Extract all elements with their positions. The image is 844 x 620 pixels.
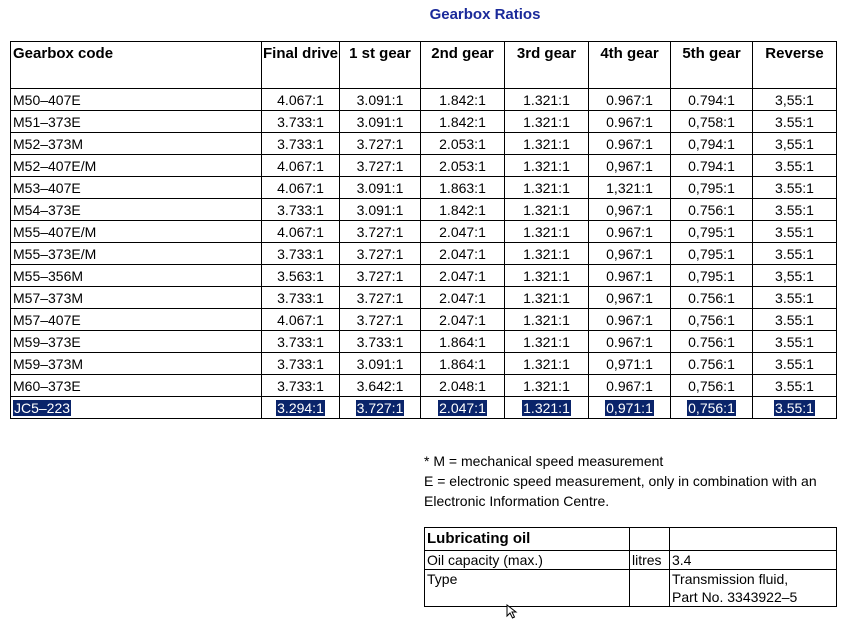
note-electronic: E = electronic speed measurement, only in combination with an Electronic Information Centre. [424, 473, 817, 509]
ratio-cell [262, 265, 340, 287]
oil-type-value [670, 570, 837, 607]
cell-text: 2.047:1 [439, 245, 486, 262]
gearbox-ratios-table [10, 41, 837, 419]
ratio-cell [262, 353, 340, 375]
cell-text: 1.321:1 [523, 355, 570, 372]
ratio-cell [753, 353, 837, 375]
cell-text: 1.842:1 [439, 91, 486, 108]
cell-text: M54–373E [13, 201, 81, 218]
ratio-cell [589, 177, 671, 199]
ratio-cell [340, 331, 421, 353]
cell-text: 0,967:1 [606, 201, 653, 218]
lubricating-oil-table [424, 527, 837, 607]
cell-text: 1.864:1 [439, 355, 486, 372]
table-row[interactable] [11, 155, 837, 177]
oil-heading-empty-cell [670, 528, 837, 551]
oil-heading-empty-cell [630, 528, 670, 551]
ratio-cell [505, 331, 589, 353]
ratio-cell [340, 133, 421, 155]
ratio-cell [589, 353, 671, 375]
header-3rd-gear: 3rd gear [505, 42, 589, 89]
cell-text: 0.756:1 [688, 201, 735, 218]
ratio-cell [262, 243, 340, 265]
ratio-cell [262, 375, 340, 397]
ratio-cell [262, 221, 340, 243]
ratio-cell [671, 177, 753, 199]
gearbox-code-cell [11, 331, 262, 353]
cell-text: 3.55:1 [775, 289, 814, 306]
gearbox-code-cell [11, 221, 262, 243]
cell-text: 3,55:1 [775, 267, 814, 284]
gearbox-code-cell [11, 89, 262, 111]
ratio-cell [671, 265, 753, 287]
cell-text: 0,967:1 [606, 157, 653, 174]
note-mechanical: * M = mechanical speed measurement [424, 453, 664, 469]
cell-text: 4.067:1 [277, 91, 324, 108]
cell-text: 0,794:1 [688, 135, 735, 152]
cell-text: M57–407E [13, 311, 81, 328]
ratio-cell [340, 287, 421, 309]
ratio-cell [262, 155, 340, 177]
cell-text: 0.794:1 [688, 157, 735, 174]
cell-text: 3,55:1 [775, 91, 814, 108]
ratio-cell [340, 375, 421, 397]
ratio-cell [753, 287, 837, 309]
ratio-cell [589, 331, 671, 353]
cell-text: 0.967:1 [606, 113, 653, 130]
cell-text: 1.321:1 [523, 333, 570, 350]
ratio-cell [340, 353, 421, 375]
ratio-cell [753, 155, 837, 177]
cell-text: 0,795:1 [688, 267, 735, 284]
notes [424, 451, 834, 511]
cell-text: 3.294:1 [277, 399, 324, 416]
cell-text: 1.842:1 [439, 201, 486, 218]
cell-text: 3.55:1 [775, 399, 814, 416]
cell-text: 3.55:1 [775, 245, 814, 262]
cell-text: 2.047:1 [439, 223, 486, 240]
cell-text: M52–373M [13, 135, 84, 152]
ratio-cell [505, 199, 589, 221]
cell-text: 2.047:1 [439, 311, 486, 328]
ratio-cell [671, 397, 753, 419]
cell-text: 0.967:1 [606, 223, 653, 240]
ratio-cell [421, 221, 505, 243]
ratio-cell [671, 287, 753, 309]
cell-text: 3.733:1 [277, 113, 324, 130]
header-1st-gear: 1 st gear [340, 42, 421, 89]
cell-text: 3.727:1 [356, 135, 404, 152]
ratio-cell [671, 89, 753, 111]
table-row[interactable] [11, 265, 837, 287]
ratio-cell [589, 243, 671, 265]
ratio-cell [753, 265, 837, 287]
cell-text: M50–407E [13, 91, 81, 108]
ratio-cell [340, 265, 421, 287]
cell-text: 1.321:1 [523, 223, 570, 240]
cell-text: 0,967:1 [606, 289, 653, 306]
ratio-cell [505, 243, 589, 265]
cell-text: 1.842:1 [439, 113, 486, 130]
cell-text: 4.067:1 [277, 311, 324, 328]
ratio-cell [671, 111, 753, 133]
gearbox-code-cell [11, 397, 262, 419]
cell-text: 1.321:1 [523, 245, 570, 262]
ratio-cell [262, 331, 340, 353]
table-row[interactable] [11, 177, 837, 199]
table-row[interactable] [11, 397, 837, 419]
ratio-cell [505, 309, 589, 331]
ratio-cell [589, 397, 671, 419]
ratio-cell [589, 309, 671, 331]
ratio-cell [262, 397, 340, 419]
ratio-cell [505, 177, 589, 199]
cell-text: M51–373E [13, 113, 81, 130]
cell-text: 0,971:1 [606, 355, 653, 372]
gearbox-code-cell [11, 353, 262, 375]
ratio-cell [753, 133, 837, 155]
cell-text: 3.727:1 [356, 399, 404, 416]
cell-text: 0,758:1 [688, 113, 735, 130]
oil-type-label: Type [425, 570, 630, 607]
ratio-cell [753, 177, 837, 199]
table-row[interactable] [11, 243, 837, 265]
header-2nd-gear: 2nd gear [421, 42, 505, 89]
ratio-cell [262, 89, 340, 111]
cell-text: M55–356M [13, 267, 84, 284]
cell-text: 3.727:1 [356, 311, 404, 328]
cell-text: 1.321:1 [523, 311, 570, 328]
cell-text: 4.067:1 [277, 223, 324, 240]
ratio-cell [340, 397, 421, 419]
ratio-cell [589, 287, 671, 309]
ratio-cell [421, 243, 505, 265]
table-row[interactable] [11, 287, 837, 309]
cell-text: 1.321:1 [523, 201, 570, 218]
gearbox-code-cell [11, 199, 262, 221]
cell-text: 3.727:1 [356, 157, 404, 174]
ratio-cell [589, 155, 671, 177]
ratio-cell [671, 221, 753, 243]
table-row[interactable] [11, 331, 837, 353]
cell-text: M57–373M [13, 289, 84, 306]
cell-text: 2.048:1 [439, 377, 486, 394]
cell-text: 0.967:1 [606, 377, 653, 394]
ratio-cell [340, 243, 421, 265]
ratio-cell [505, 221, 589, 243]
cell-text: 3.733:1 [277, 135, 324, 152]
ratio-cell [671, 133, 753, 155]
table-body [11, 89, 837, 419]
cell-text: 0,756:1 [688, 399, 735, 416]
ratio-cell [589, 199, 671, 221]
ratio-cell [340, 89, 421, 111]
ratio-cell [753, 221, 837, 243]
ratio-cell [505, 353, 589, 375]
ratio-cell [421, 89, 505, 111]
cell-text: 0,756:1 [688, 311, 735, 328]
ratio-cell [421, 199, 505, 221]
cell-text: M53–407E [13, 179, 81, 196]
oil-capacity-value: 3.4 [670, 551, 837, 570]
ratio-cell [421, 331, 505, 353]
table-row[interactable] [11, 375, 837, 397]
ratio-cell [753, 397, 837, 419]
ratio-cell [671, 331, 753, 353]
cell-text: 2.047:1 [439, 399, 486, 416]
gearbox-code-cell [11, 375, 262, 397]
cell-text: 0.967:1 [606, 311, 653, 328]
ratio-cell [671, 309, 753, 331]
cell-text: 3.733:1 [277, 355, 324, 372]
cell-text: 2.047:1 [439, 289, 486, 306]
cell-text: 1.321:1 [523, 267, 570, 284]
ratio-cell [589, 133, 671, 155]
ratio-cell [421, 111, 505, 133]
cell-text: 3.55:1 [775, 223, 814, 240]
ratio-cell [262, 111, 340, 133]
table-row[interactable] [11, 111, 837, 133]
cell-text: 0,795:1 [688, 223, 735, 240]
ratio-cell [340, 199, 421, 221]
ratio-cell [671, 199, 753, 221]
cell-text: 3.55:1 [775, 201, 814, 218]
table-row[interactable] [11, 199, 837, 221]
ratio-cell [262, 287, 340, 309]
ratio-cell [589, 221, 671, 243]
cell-text: 0.967:1 [606, 91, 653, 108]
cell-text: 0,756:1 [688, 377, 735, 394]
gearbox-code-cell [11, 133, 262, 155]
ratio-cell [262, 199, 340, 221]
ratio-cell [421, 133, 505, 155]
cell-text: 3.733:1 [277, 201, 324, 218]
cell-text: 3.55:1 [775, 311, 814, 328]
cell-text: 1.863:1 [439, 179, 486, 196]
oil-type-value-line1: Transmission fluid, [672, 571, 789, 587]
table-header-row [11, 42, 837, 89]
ratio-cell [340, 221, 421, 243]
ratio-cell [340, 309, 421, 331]
ratio-cell [421, 177, 505, 199]
cell-text: 1.321:1 [523, 289, 570, 306]
ratio-cell [753, 375, 837, 397]
cell-text: 3.091:1 [356, 179, 404, 196]
cell-text: 4.067:1 [277, 157, 324, 174]
table-row[interactable] [11, 89, 837, 111]
cell-text: 3.55:1 [775, 377, 814, 394]
ratio-cell [589, 111, 671, 133]
cell-text: 3.733:1 [277, 289, 324, 306]
ratio-cell [589, 89, 671, 111]
cell-text: 3.091:1 [356, 91, 404, 108]
cell-text: 3.55:1 [775, 113, 814, 130]
oil-capacity-label: Oil capacity (max.) [425, 551, 630, 570]
gearbox-code-cell [11, 177, 262, 199]
ratio-cell [505, 133, 589, 155]
ratio-cell [753, 331, 837, 353]
header-5th-gear: 5th gear [671, 42, 753, 89]
cell-text: 3.733:1 [356, 333, 404, 350]
ratio-cell [589, 375, 671, 397]
ratio-cell [505, 111, 589, 133]
ratio-cell [753, 243, 837, 265]
ratio-cell [421, 397, 505, 419]
ratio-cell [505, 89, 589, 111]
header-4th-gear: 4th gear [589, 42, 671, 89]
cell-text: 2.053:1 [439, 157, 486, 174]
table-row[interactable] [11, 133, 837, 155]
ratio-cell [505, 265, 589, 287]
gearbox-code-cell [11, 309, 262, 331]
ratio-cell [671, 155, 753, 177]
ratio-cell [505, 287, 589, 309]
oil-heading-row [425, 528, 837, 551]
cell-text: 3.563:1 [277, 267, 324, 284]
ratio-cell [505, 155, 589, 177]
gearbox-code-cell [11, 287, 262, 309]
table-row[interactable] [11, 353, 837, 375]
cell-text: 3.727:1 [356, 223, 404, 240]
cell-text: M60–373E [13, 377, 81, 394]
cell-text: 1.321:1 [523, 399, 570, 416]
cell-text: JC5–223 [14, 399, 71, 416]
cell-text: 3.55:1 [775, 355, 814, 372]
cell-text: 0.756:1 [688, 333, 735, 350]
cell-text: 3.733:1 [277, 333, 324, 350]
cell-text: 3.091:1 [356, 355, 404, 372]
gearbox-code-cell [11, 243, 262, 265]
ratio-cell [753, 199, 837, 221]
ratio-cell [421, 155, 505, 177]
cell-text: 0.967:1 [606, 333, 653, 350]
cell-text: 1.321:1 [523, 179, 570, 196]
cell-text: M59–373E [13, 333, 81, 350]
cell-text: 3.727:1 [356, 289, 404, 306]
ratio-cell [421, 287, 505, 309]
ratio-cell [753, 111, 837, 133]
cell-text: 3.55:1 [775, 179, 814, 196]
ratio-cell [671, 353, 753, 375]
header-final-drive: Final drive [262, 42, 340, 89]
cell-text: 4.067:1 [277, 179, 324, 196]
ratio-cell [505, 375, 589, 397]
oil-capacity-unit: litres [630, 551, 670, 570]
cell-text: 1.321:1 [523, 377, 570, 394]
oil-type-value-line2: Part No. 3343922–5 [672, 589, 798, 605]
cell-text: 3.091:1 [356, 201, 404, 218]
cell-text: 1.321:1 [523, 91, 570, 108]
ratio-cell [753, 89, 837, 111]
table-row[interactable] [11, 221, 837, 243]
cell-text: M55–407E/M [13, 223, 97, 240]
ratio-cell [671, 243, 753, 265]
oil-type-empty-cell [630, 570, 670, 607]
gearbox-code-cell [11, 155, 262, 177]
ratio-cell [589, 265, 671, 287]
cell-text: 3.091:1 [356, 113, 404, 130]
oil-heading: Lubricating oil [425, 528, 630, 551]
ratio-cell [421, 353, 505, 375]
gearbox-code-cell [11, 111, 262, 133]
ratio-cell [753, 309, 837, 331]
cell-text: 1.321:1 [523, 113, 570, 130]
page-title: Gearbox Ratios [429, 6, 541, 23]
cell-text: 0,971:1 [606, 399, 653, 416]
cell-text: 1.321:1 [523, 157, 570, 174]
ratio-cell [505, 397, 589, 419]
ratio-cell [262, 309, 340, 331]
cell-text: 3,55:1 [775, 135, 814, 152]
cell-text: 0.794:1 [688, 91, 735, 108]
ratio-cell [421, 265, 505, 287]
cell-text: 3.642:1 [356, 377, 404, 394]
cell-text: 2.053:1 [439, 135, 486, 152]
cell-text: 3.55:1 [775, 157, 814, 174]
cell-text: 3.727:1 [356, 267, 404, 284]
header-gearbox-code: Gearbox code [11, 42, 262, 89]
cell-text: M55–373E/M [13, 245, 97, 262]
ratio-cell [262, 133, 340, 155]
cell-text: M52–407E/M [13, 157, 97, 174]
cell-text: 0,795:1 [688, 245, 735, 262]
cell-text: 0.756:1 [688, 289, 735, 306]
oil-capacity-row [425, 551, 837, 570]
gearbox-code-cell [11, 265, 262, 287]
ratio-cell [340, 177, 421, 199]
ratio-cell [421, 309, 505, 331]
ratio-cell [671, 375, 753, 397]
ratio-cell [340, 111, 421, 133]
cell-text: M59–373M [13, 355, 84, 372]
table-row[interactable] [11, 309, 837, 331]
cell-text: 3.727:1 [356, 245, 404, 262]
cell-text: 0.756:1 [688, 355, 735, 372]
cell-text: 0.967:1 [606, 135, 653, 152]
ratio-cell [262, 177, 340, 199]
cell-text: 3.733:1 [277, 245, 324, 262]
cell-text: 1.864:1 [439, 333, 486, 350]
cell-text: 0,967:1 [606, 245, 653, 262]
ratio-cell [340, 155, 421, 177]
cell-text: 2.047:1 [439, 267, 486, 284]
cell-text: 3.55:1 [775, 333, 814, 350]
cell-text: 0.967:1 [606, 267, 653, 284]
cell-text: 3.733:1 [277, 377, 324, 394]
cell-text: 1,321:1 [606, 179, 653, 196]
cell-text: 1.321:1 [523, 135, 570, 152]
header-reverse: Reverse [753, 42, 837, 89]
cell-text: 0,795:1 [688, 179, 735, 196]
ratio-cell [421, 375, 505, 397]
oil-type-row [425, 570, 837, 607]
